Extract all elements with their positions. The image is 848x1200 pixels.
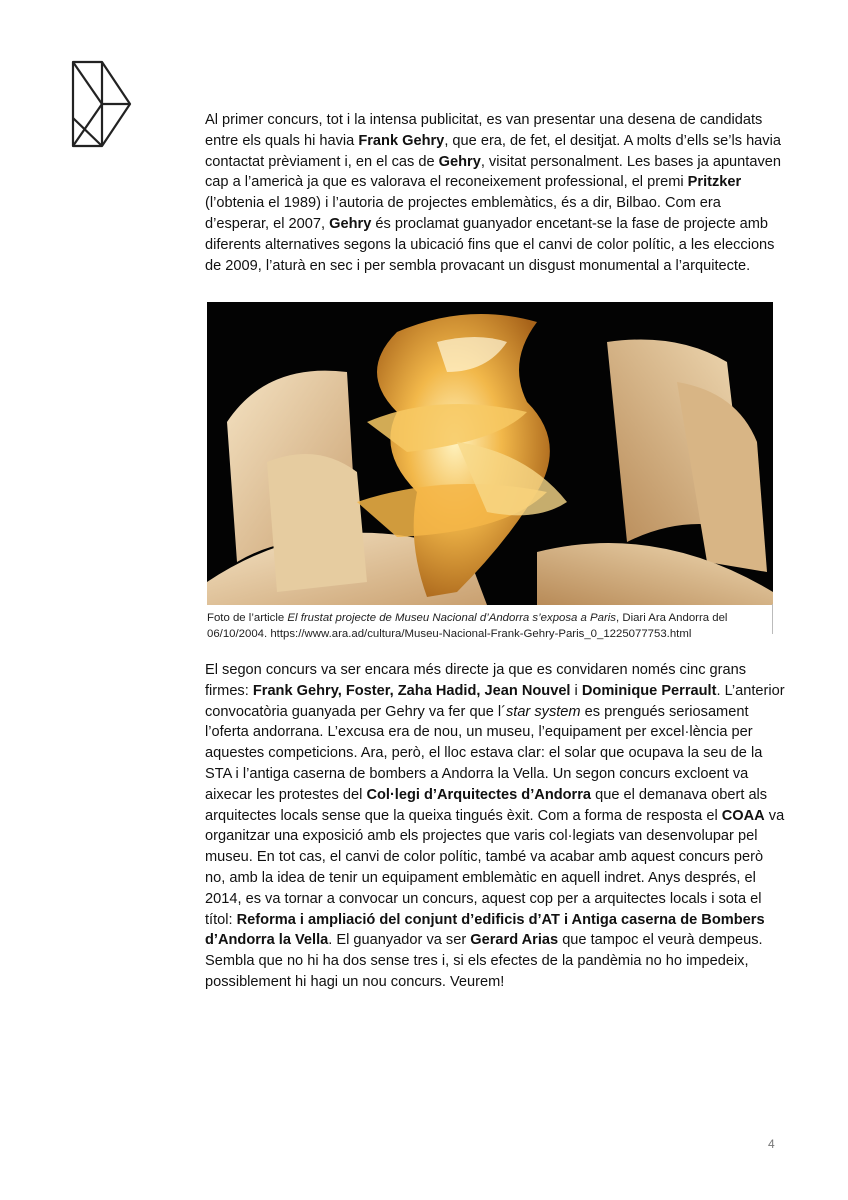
paragraph-intro: Al primer concurs, tot i la intensa publicitat, es van presentar una desena de candidats entre els quals hi havia Frank Gehry, que era, de fet, el desitjat. A molts d’ells se’ls havia contactat prèviament i, en el cas de Gehry, visitat personalment. Les bases ja apuntaven cap a l’americà ja que es valorava el reconeixement professional, el premi Pritzker (l’obtenia el 1989) i l’autoria de projectes emblemàtics, és a dir, Bilbao. Com era d’esperar, el 2007, Gehry és proclamat guanyador encetant-se la fase de projecte amb diferents alternatives segons la ubicació fins que el canvi de color polític, a les eleccions de 2009, l’aturà en sec i per sembla provacant un disgust monumental a l’arquitecte.: [205, 112, 781, 274]
paragraph-second-contest: El segon concurs va ser encara més directe ja que es convidaren només cinc grans firmes: Frank Gehry, Foster, Zaha Hadid, Jean Nouvel i Dominique Perrault. L’anterior convocatòria guanyada per Gehry va fer que l´star system es prengués seriosament l’oferta andorrana. L’excusa era de nou, un museu, l’equipament per excel·lència per aquestes competicions. Ara, però, el lloc estava clar: el solar que ocupava la seu de la STA i l’antiga caserna de bombers a Andorra la Vella. Un segon concurs excloent va aixecar les protestes del Col·legi d’Arquitectes d’Andorra que el demanava obert als arquitectes locals sense que la queixa tingués èxit. Com a forma de resposta el COAA va organitzar una exposició amb els projectes que varis col·legiats van desenvolupar pel museu. En tot cas, el canvi de color polític, també va acabar amb aquest concurs però no, amb la idea de tenir un equipament emblemàtic en aquell indret. Anys després, el 2014, es va tornar a convocar un concurs, aquest cop per a arquitectes locals i sota el títol: Reforma i ampliació del conjunt d’edificis d’AT i Antiga caserna de Bombers d’Andorra la Vella. El guanyador va ser Gerard Arias que tampoc el veurà dempeus. Sembla que no hi ha dos sense tres i, si els efectes de la pandèmia no ho impedeix, possiblement hi hagi un nou concurs. Veurem!: [205, 662, 785, 990]
photo-caption: Foto de l’article El frustat projecte de Museu Nacional d’Andorra s’exposa a Paris, Diari Ara Andorra del 06/10/2004. https://www.ara.ad/cultura/Museu-Nacional-Frank-Gehry-Paris_0_1225077753.html: [207, 612, 728, 640]
museum-model-photo: [207, 302, 773, 605]
page-number: 4: [768, 1137, 775, 1151]
logo-icon: [70, 60, 132, 148]
